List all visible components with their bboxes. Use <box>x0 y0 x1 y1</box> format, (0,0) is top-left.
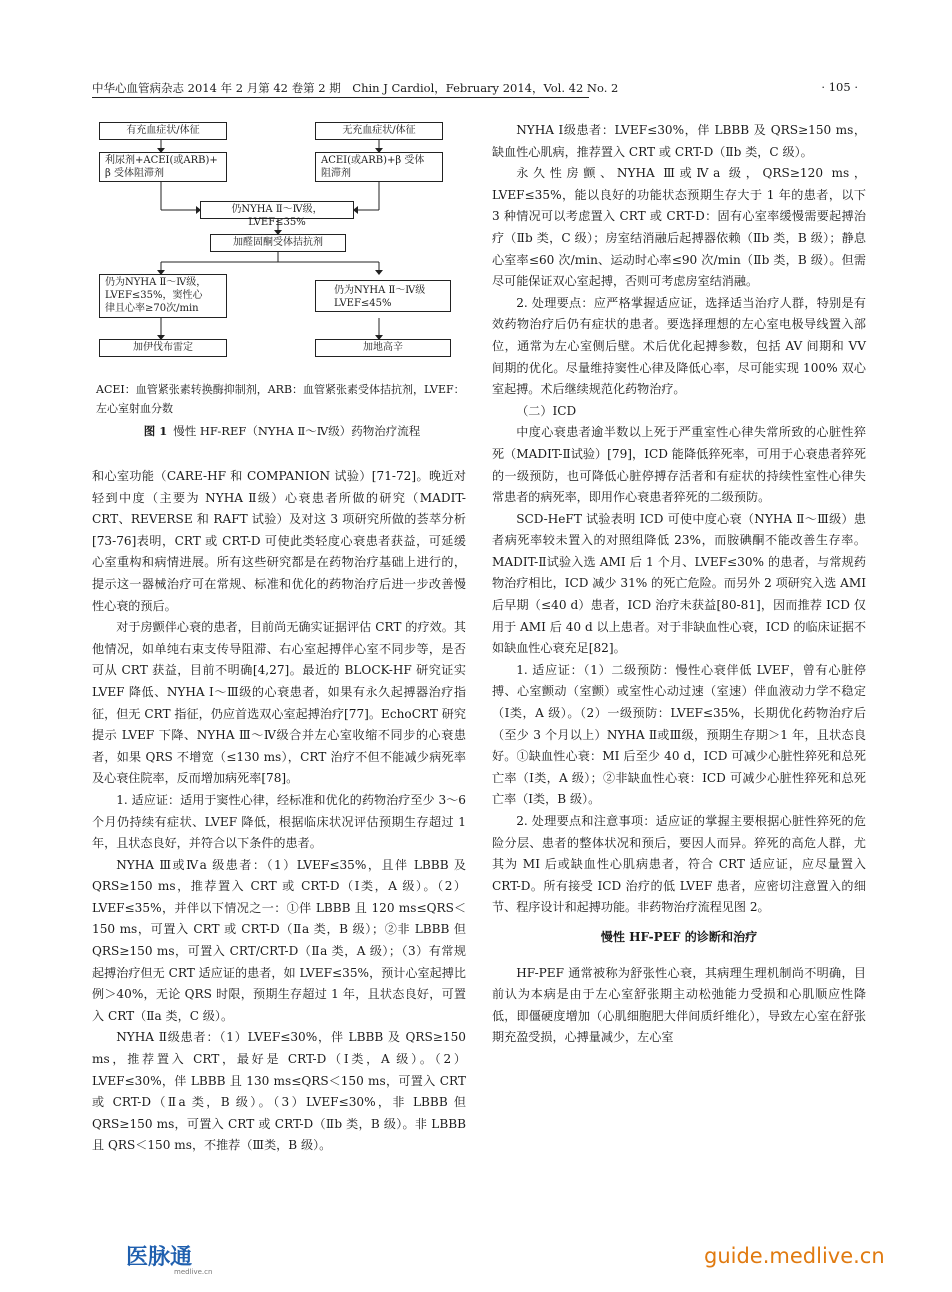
paragraph: 永久性房颤、NYHA Ⅲ或Ⅳa 级，QRS≥120 ms，LVEF≤35%，能以良好的功能状态预期生存大于 1 年的患者，以下 3 种情况可以考虑置入 CRT 或 CRT-D：固有心室率缓慢需要起搏治疗（Ⅱb 类，C 级）；房室结消融后起搏器依赖（Ⅱb 类，B 级）；静息心室率≤60 次/min、运动时心率≤90 次/min（Ⅱb 类，B 级）。但需尽可能保证双心室起搏，否则可考虑房室结消融。 <box>492 166 866 289</box>
figure-1-flowchart <box>92 118 466 368</box>
logo-subtext: medlive.cn <box>174 1268 213 1276</box>
paragraph: 1. 适应证：适用于窦性心律，经标准和优化的药物治疗至少 3～6 个月仍持续有症状、LVEF 降低，根据临床状况评估预期生存超过 1 年，且状态良好，并符合以下条件的患者。 <box>92 792 466 851</box>
paragraph: NYHA Ⅱ级患者：（1）LVEF≤30%，伴 LBBB 及 QRS≥150 ms，推荐置入 CRT，最好是 CRT-D（Ⅰ类，A 级）。（2）LVEF≤30%，伴 LBBB 且 130 ms≤QRS＜150 ms，可置入 CRT 或 CRT-D（Ⅱa 类，B 级）。（3）LVEF≤30%，非 LBBB 但 QRS≥150 ms，可置入 CRT 或 CRT-D（Ⅱb 类，B 级）。非 LBBB 且 QRS＜150 ms，不推荐（Ⅲ类，B 级）。 <box>92 1030 466 1153</box>
figure-caption-text: 慢性 HF-REF（NYHA Ⅱ～Ⅳ级）药物治疗流程 <box>173 424 421 438</box>
logo-text: 医脉通 <box>126 1245 193 1270</box>
right-column <box>492 120 866 1049</box>
figure-note: ACEI：血管紧张素转换酶抑制剂，ARB：血管紧张素受体拮抗剂，LVEF：左心室射血分数 <box>96 383 465 415</box>
paragraph: 和心室功能（CARE-HF 和 COMPANION 试验）[71-72]。晚近对轻到中度（主要为 NYHA Ⅱ级）心衰患者所做的研究（MADIT-CRT、REVERSE 和 RAFT 试验）及对这 3 项研究所做的荟萃分析[73-76]表明，CRT 或 CRT-D 可使此类轻度心衰患者获益，可延缓心室重构和病情进展。所有这些研究都是在药物治疗基础上进行的，提示这一器械治疗可在常规、标准和优化的药物治疗后进一步改善慢性心衰的预后。 <box>92 469 466 613</box>
paragraph: SCD-HeFT 试验表明 ICD 可使中度心衰（NYHA Ⅱ～Ⅲ级）患者病死率较未置入的对照组降低 23%，而胺碘酮不能改善生存率。MADIT-Ⅱ试验入选 AMI 后 1 个月、LVEF≤30% 的患者，与常规药物治疗相比，ICD 减少 31% 的死亡危险。而另外 2 项研究入选 AMI 后早期（≤40 d）患者，ICD 治疗未获益[80-81]，因而推荐 ICD 仅用于 AMI 后 40 d 以上患者。对于非缺血性心衰，ICD 的临床证据不如缺血性心衰充足[82]。 <box>492 511 866 656</box>
box-still-sinus: 仍为NYHA Ⅱ～Ⅳ级， LVEF≤35%，窦性心 律且心率≥70次/min <box>99 274 227 318</box>
paragraph: NYHA Ⅰ级患者：LVEF≤30%，伴 LBBB 及 QRS≥150 ms，缺血性心肌病，推荐置入 CRT 或 CRT-D（Ⅱb 类，C 级）。 <box>492 123 866 159</box>
box-congestion-no: 无充血症状/体征 <box>315 122 443 140</box>
paragraph: HF-PEF 通常被称为舒张性心衰，其病理生理机制尚不明确，目前认为本病是由于左心室舒张期主动松弛能力受损和心肌顺应性降低，即僵硬度增加（心肌细胞肥大伴间质纤维化），导致左心室在舒张期充盈受损，心搏量减少，左心室 <box>492 965 866 1045</box>
box-acei-beta: ACEI(或ARB)+β 受体 阻滞剂 <box>315 152 443 182</box>
left-column <box>92 466 466 1157</box>
paragraph: 2. 处理要点：应严格掌握适应证，选择适当治疗人群，特别是有效药物治疗后仍有症状的患者。要选择理想的左心室电极导线置入部位，通常为左心室侧后壁。术后优化起搏参数，包括 AV 间期和 VV 间期的优化。尽量维持窦性心律及降低心率，尽可能实现 100% 双心室起搏。术后继续规范化药物治疗。 <box>492 295 866 397</box>
figure-caption <box>96 422 468 440</box>
box-digoxin: 加地高辛 <box>315 339 451 357</box>
paragraph: 2. 处理要点和注意事项：适应证的掌握主要根据心脏性猝死的危险分层、患者的整体状况和预后，要因人而异。猝死的高危人群，尤其为 MI 后或缺血性心肌病患者，符合 CRT 适应证，应尽量置入 CRT-D。所有接受 ICD 治疗的低 LVEF 患者，应密切注意置入的细节、程序设计和起搏功能。非药物治疗流程见图 2。 <box>492 814 866 915</box>
box-add-aldosterone: 加醛固酮受体拮抗剂 <box>210 234 346 252</box>
box-ivabradine: 加伊伐布雷定 <box>99 339 227 357</box>
medlive-logo-icon <box>124 1240 234 1276</box>
paragraph: 对于房颤伴心衰的患者，目前尚无确实证据评估 CRT 的疗效。其他情况，如单纯右束支传导阻滞、右心室起搏伴心室不同步等，是否可从 CRT 获益，目前不明确[4,27]。最近的 BLOCK-HF 研究证实 LVEF 降低、NYHA Ⅰ～Ⅲ级的心衰患者，如果有永久起搏器治疗指征，但无 CRT 指征，仍应首选双心室起搏治疗[77]。EchoCRT 研究提示 LVEF 下降、NYHA Ⅲ～Ⅳ级合并左心室收缩不同步的心衰患者，如果 QRS 不增宽（≤130 ms），CRT 治疗不但不能减少病死率及心衰住院率，反而增加病死率[78]。 <box>92 620 466 786</box>
running-header <box>92 80 858 98</box>
page-number: · 105 · <box>821 80 858 94</box>
box-still-nyha: 仍NYHA Ⅱ～Ⅳ级，LVEF≤35% <box>200 201 354 219</box>
box-congestion-yes: 有充血症状/体征 <box>99 122 227 140</box>
site-url[interactable]: guide.medlive.cn <box>704 1244 885 1268</box>
paragraph: NYHA Ⅲ或Ⅳa 级患者：（1）LVEF≤35%，且伴 LBBB 及 QRS≥150 ms，推荐置入 CRT 或 CRT-D（Ⅰ类，A 级）。（2）LVEF≤35%，并伴以下情况之一：①伴 LBBB 且 120 ms≤QRS＜150 ms，可置入 CRT 或 CRT-D（Ⅱa 类，B 级）；②非 LBBB 但 QRS≥150 ms，可置入 CRT/CRT-D（Ⅱa 类，A 级）；（3）有常规起搏治疗但无 CRT 适应证的患者，如 LVEF≤35%，预计心室起搏比例＞40%，无论 QRS 时限，预期生存超过 1 年，且状态良好，可置入 CRT（Ⅱa 类，C 级）。 <box>92 857 466 1023</box>
box-diuretic-acei-beta: 利尿剂+ACEI(或ARB)+ β 受体阻滞剂 <box>99 152 227 182</box>
box-still-lvef45: 仍为NYHA Ⅱ～Ⅳ级 LVEF≤45% <box>315 280 451 312</box>
journal-citation: 中华心血管病杂志 2014 年 2 月第 42 卷第 2 期 Chin J Cardiol，February 2014，Vol. 42 No. 2 <box>92 81 619 95</box>
medlive-logo <box>124 1240 234 1276</box>
header-rule <box>92 97 589 98</box>
paragraph: 中度心衰患者逾半数以上死于严重室性心律失常所致的心脏性猝死（MADIT-Ⅱ试验）[79]，ICD 能降低猝死率，可用于心衰患者猝死的一级预防，也可降低心脏停搏存活者和有症状的持续性室性心律失常患者的病死率，即用作心衰患者猝死的二级预防。 <box>492 425 866 505</box>
paragraph: 1. 适应证：（1）二级预防：慢性心衰伴低 LVEF，曾有心脏停搏、心室颤动（室颤）或室性心动过速（室速）伴血液动力学不稳定（Ⅰ类，A 级）。（2）一级预防：LVEF≤35%，长期优化药物治疗后（至少 3 个月以上）NYHA Ⅱ或Ⅲ级，预期生存期＞1 年，且状态良好。①缺血性心衰：MI 后至少 40 d，ICD 可减少心脏性猝死和总死亡率（Ⅰ类，A 级）；②非缺血性心衰：ICD 可减少心脏性猝死和总死亡率（Ⅰ类，B 级）。 <box>492 662 866 807</box>
figure-caption-label: 图 1 <box>143 424 168 438</box>
section-heading: 慢性 HF-PEF 的诊断和治疗 <box>600 929 758 944</box>
subsection-heading: （二）ICD <box>516 403 577 418</box>
